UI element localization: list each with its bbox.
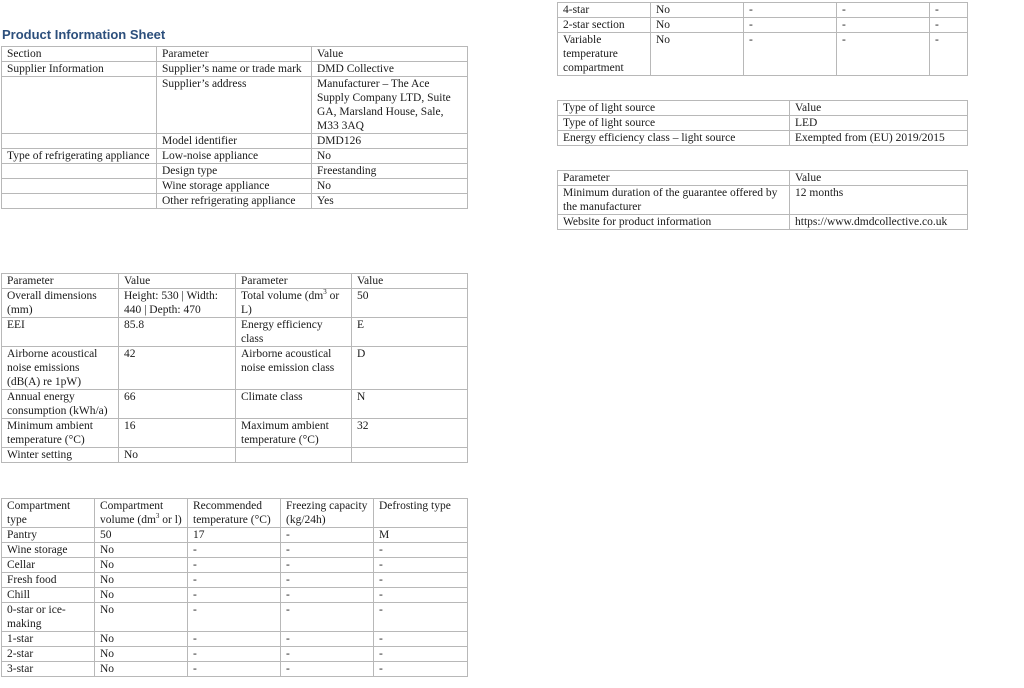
parameter-cell: Supplier’s name or trade mark [157,62,312,77]
compartment-type-cell: 3-star [2,662,95,677]
table-row [2,179,468,194]
value-cell: 12 months [790,186,968,215]
table-row [2,603,468,632]
volume-header-end: or l) [159,514,182,526]
value-cell: - [281,543,374,558]
header-cell: Value [119,274,236,289]
value-cell: - [281,558,374,573]
value-cell: 32 [352,419,468,448]
value-cell: 17 [188,528,281,543]
compartment-type-cell: Chill [2,588,95,603]
parameter-cell [236,448,352,463]
value-cell: - [374,558,468,573]
value-cell: - [744,3,837,18]
parameter-cell: Airborne acoustical noise emission class [236,347,352,390]
table-row [2,588,468,603]
value-cell: DMD Collective [312,62,468,77]
parameter-cell: Annual energy consumption (kWh/a) [2,390,119,419]
value-cell: - [930,18,968,33]
compartment-type-cell: 2-star section [558,18,651,33]
light-source-table [557,100,968,146]
total-volume-label-end: or L) [241,290,340,316]
table-row [2,347,468,390]
value-cell: No [95,662,188,677]
section-cell [2,77,157,134]
volume-header: Compartment volume (dm [100,500,164,526]
value-cell: - [281,588,374,603]
table-row [558,215,968,230]
value-cell: - [930,3,968,18]
value-cell: 16 [119,419,236,448]
compartment-type-cell: Cellar [2,558,95,573]
parameter-cell: Minimum duration of the guarantee offered by the manufacturer [558,186,790,215]
parameter-cell: Overall dimensions (mm) [2,289,119,318]
value-cell: - [188,632,281,647]
value-cell: No [651,18,744,33]
parameter-cell: Climate class [236,390,352,419]
website-link[interactable]: https://www.dmdcollective.co.uk [790,215,968,230]
compartment-type-cell: 4-star [558,3,651,18]
table-row [2,543,468,558]
table-row [2,164,468,179]
value-cell: - [930,33,968,76]
guarantee-table [557,170,968,230]
parameter-cell: Type of light source [558,116,790,131]
table-header-row [2,499,468,528]
table-row [2,448,468,463]
parameter-cell: Energy efficiency class [236,318,352,347]
compartment-type-cell: Variable temperature compartment [558,33,651,76]
value-cell: E [352,318,468,347]
value-cell: No [95,558,188,573]
value-cell: No [95,603,188,632]
table-row [558,186,968,215]
header-cell: Recommended temperature (°C) [188,499,281,528]
parameter-cell: Other refrigerating appliance [157,194,312,209]
section-cell [2,194,157,209]
table-row [2,558,468,573]
table-row [2,573,468,588]
table-header-row [558,101,968,116]
value-cell: No [651,33,744,76]
compartment-rows [2,528,468,677]
compartment-type-cell: Pantry [2,528,95,543]
table-row [2,289,468,318]
compartment-type-cell: 1-star [2,632,95,647]
value-cell: - [837,33,930,76]
header-cell: Parameter [2,274,119,289]
value-cell: - [374,662,468,677]
value-cell: - [188,588,281,603]
parameter-cell: Design type [157,164,312,179]
value-cell: - [374,573,468,588]
table-row [2,662,468,677]
table-row [2,77,468,134]
parameter-cell: Model identifier [157,134,312,149]
header-cell: Value [790,171,968,186]
value-cell: - [281,647,374,662]
parameter-cell: Winter setting [2,448,119,463]
table-row [2,194,468,209]
value-cell: - [281,603,374,632]
value-cell: - [374,588,468,603]
parameter-cell [236,289,352,318]
parameter-cell: Maximum ambient temperature (°C) [236,419,352,448]
compartment-type-cell: Wine storage [2,543,95,558]
value-cell [352,448,468,463]
table-row [558,131,968,146]
compartment-type-cell: 2-star [2,647,95,662]
table-row [558,18,968,33]
value-cell: - [281,662,374,677]
value-cell: - [374,632,468,647]
table-row [2,149,468,164]
value-cell: - [744,18,837,33]
table-row [558,3,968,18]
value-cell: Manufacturer – The Ace Supply Company LTD, Suite GA, Marsland House, Sale, M33 3AQ [312,77,468,134]
value-cell: - [744,33,837,76]
superscript: 3 [323,288,327,296]
compartment-rows-continued [558,3,968,76]
header-cell: Type of light source [558,101,790,116]
compartment-type-cell: Fresh food [2,573,95,588]
total-volume-label: Total volume (dm [241,290,324,302]
table-row [2,134,468,149]
value-cell: No [95,632,188,647]
table-row [2,390,468,419]
header-cell: Defrosting type [374,499,468,528]
value-cell: - [281,573,374,588]
value-cell: 85.8 [119,318,236,347]
section-cell [2,134,157,149]
section-cell [2,164,157,179]
parameter-cell: Low-noise appliance [157,149,312,164]
parameter-cell: Website for product information [558,215,790,230]
value-cell: Yes [312,194,468,209]
table-row [2,62,468,77]
header-cell: Freezing capacity (kg/24h) [281,499,374,528]
value-cell: - [188,558,281,573]
value-cell: - [837,18,930,33]
value-cell: - [188,647,281,662]
compartment-table [1,498,468,677]
value-cell: 66 [119,390,236,419]
compartment-table-continued [557,2,968,76]
header-cell: Value [352,274,468,289]
table-row [2,318,468,347]
value-cell: No [95,647,188,662]
page-title: Product Information Sheet [2,27,166,42]
parameter-cell: Energy efficiency class – light source [558,131,790,146]
value-cell: No [312,179,468,194]
header-cell: Parameter [157,47,312,62]
value-cell: D [352,347,468,390]
table-row [2,419,468,448]
value-cell: 50 [95,528,188,543]
header-cell: Parameter [236,274,352,289]
parameter-cell: Minimum ambient temperature (°C) [2,419,119,448]
table-row [558,33,968,76]
section-cell: Supplier Information [2,62,157,77]
table-row [558,116,968,131]
value-cell: No [312,149,468,164]
value-cell: DMD126 [312,134,468,149]
value-cell: - [188,662,281,677]
parameter-cell: Wine storage appliance [157,179,312,194]
parameter-cell: Airborne acoustical noise emissions (dB(A) re 1pW) [2,347,119,390]
table-header-row [2,274,468,289]
table-row [2,647,468,662]
compartment-type-cell: 0-star or ice-making [2,603,95,632]
value-cell: No [95,543,188,558]
header-cell: Value [790,101,968,116]
value-cell: - [281,528,374,543]
parameter-cell: EEI [2,318,119,347]
header-cell [95,499,188,528]
header-cell: Value [312,47,468,62]
value-cell: - [374,543,468,558]
value-cell: No [95,588,188,603]
section-cell [2,179,157,194]
value-cell: LED [790,116,968,131]
value-cell: Exempted from (EU) 2019/2015 [790,131,968,146]
value-cell: - [188,603,281,632]
header-cell: Compartment type [2,499,95,528]
value-cell: M [374,528,468,543]
value-cell: No [119,448,236,463]
supplier-info-table [1,46,468,209]
table-header-row [2,47,468,62]
section-cell: Type of refrigerating appliance [2,149,157,164]
value-cell: 50 [352,289,468,318]
value-cell: Freestanding [312,164,468,179]
table-header-row [558,171,968,186]
value-cell: No [95,573,188,588]
value-cell: No [651,3,744,18]
value-cell: - [188,543,281,558]
value-cell: - [837,3,930,18]
value-cell: - [374,603,468,632]
table-row [2,528,468,543]
superscript: 3 [155,512,160,520]
value-cell: - [188,573,281,588]
value-cell: - [281,632,374,647]
value-cell: Height: 530 | Width: 440 | Depth: 470 [119,289,236,318]
header-cell: Parameter [558,171,790,186]
value-cell: - [374,647,468,662]
header-cell: Section [2,47,157,62]
parameter-cell: Supplier’s address [157,77,312,134]
parameters-table [1,273,468,463]
value-cell: N [352,390,468,419]
value-cell: 42 [119,347,236,390]
table-row [2,632,468,647]
